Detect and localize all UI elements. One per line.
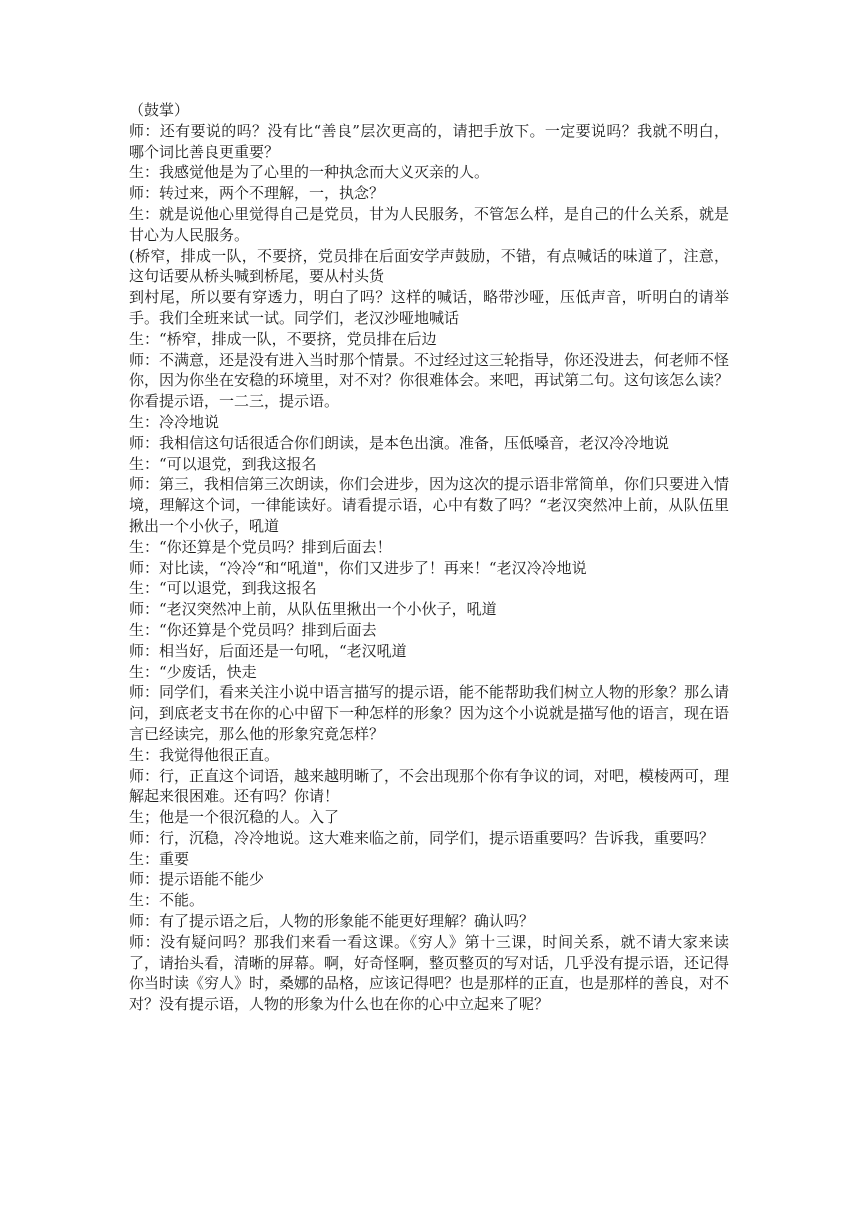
document-body [129,100,729,1015]
paragraph: 师：第三，我相信第三次朗读，你们会进步，因为这次的提示语非常简单，你们只要进入情境，理解这个词，一律能读好。请看提示语，心中有数了吗？“老汉突然冲上前，从队伍里揪出一个小伙子，吼道 [129,475,730,535]
paragraph: （鼓掌） [129,101,190,119]
paragraph: 师：相当好，后面还是一句吼，“老汉吼道 [129,641,407,660]
paragraph: 生：“你还算是个党员吗？排到后面去 [129,620,377,639]
paragraph: 师：提示语能不能少 [129,870,265,889]
paragraph: 师：还有要说的吗？没有比“善良”层次更高的，请把手放下。一定要说吗？我就不明白，哪个词比善良更重要？ [129,121,729,161]
paragraph: 师：“老汉突然冲上前，从队伍里揪出一个小伙子，吼道 [129,600,497,619]
paragraph: 生：我觉得他很正直。 [129,745,280,764]
paragraph: 生：“桥窄，排成一队，不要挤，党员排在后边 [129,329,437,348]
paragraph: 师：不满意，还是没有进入当时那个情景。不过经过这三轮指导，你还没进去，何老师不怪你，因为你坐在安稳的环境里，对不对？你很难体会。来吧，再试第二句。这句该怎么读？你看提示语，一二三，提示语。 [129,350,730,411]
paragraph: 生：不能。 [129,891,205,910]
paragraph: 生：就是说他心里觉得自己是党员，甘为人民服务，不管怎么样，是自己的什么关系，就是甘心为人民服务。 [129,204,730,244]
paragraph: 师：转过来，两个不理解，一，执念？ [129,184,385,203]
paragraph: 师：没有疑问吗？那我们来看一看这课。《穷人》第十三课，时间关系，就不请大家来读了，请抬头看，清晰的屏幕。啊，好奇怪啊，整页整页的写对话，几乎没有提示语，还记得你当时读《穷人》时，桑娜的品格，应该记得吧？也是那样的正直，也是那样的善良，对不对？没有提示语，人物的形象为什么也在你的心中立起来了呢？ [129,932,730,1014]
paragraph: 生：“你还算是个党员吗？排到后面去！ [129,537,392,556]
paragraph: 生：“少废话，快走 [129,662,257,681]
paragraph: 生：重要 [129,849,190,868]
paragraph: 师：有了提示语之后，人物的形象能不能更好理解？确认吗？ [129,912,535,931]
paragraph: 师：行，沉稳，冷冷地说。这大难来临之前，同学们，提示语重要吗？告诉我，重要吗？ [129,828,715,847]
paragraph: 师：对比读，“冷冷“和“吼道"，你们又进步了！再来！“老汉冷冷地说 [129,558,587,577]
paragraph: 生；他是一个很沉稳的人。入了 [129,808,340,827]
paragraph: 生：“可以退党，到我这报名 [129,579,317,598]
paragraph: 师：行，正直这个词语，越来越明晰了，不会出现那个你有争议的词，对吧，模棱两可，理解起来很困难。还有吗？你请！ [129,766,730,806]
paragraph: 到村尾，所以要有穿透力，明白了吗？这样的喊话，略带沙哑，压低声音，听明白的请举手。我们全班来试一试。同学们，老汉沙哑地喊话 [129,288,729,327]
paragraph: 师：我相信这句话很适合你们朗读，是本色出演。准备，压低嗓音，老汉冷冷地说 [129,433,670,452]
paragraph: 师：同学们，看来关注小说中语言描写的提示语，能不能帮助我们树立人物的形象？那么请问，到底老支书在你的心中留下一种怎样的形象？因为这个小说就是描写他的语言，现在语言已经读完，那么他的形象究竟怎样？ [129,683,730,743]
paragraph: 生：冷冷地说 [129,412,220,431]
paragraph: 生：我感觉他是为了心里的一种执念而大义灭亲的人。 [129,163,490,182]
paragraph: 生：“可以退党，到我这报名 [129,454,317,473]
paragraph: (桥窄，排成一队，不要挤，党员排在后面安学声鼓励，不错，有点喊话的味道了，注意，这句话要从桥头喊到桥尾，要从村头货 [129,246,729,286]
